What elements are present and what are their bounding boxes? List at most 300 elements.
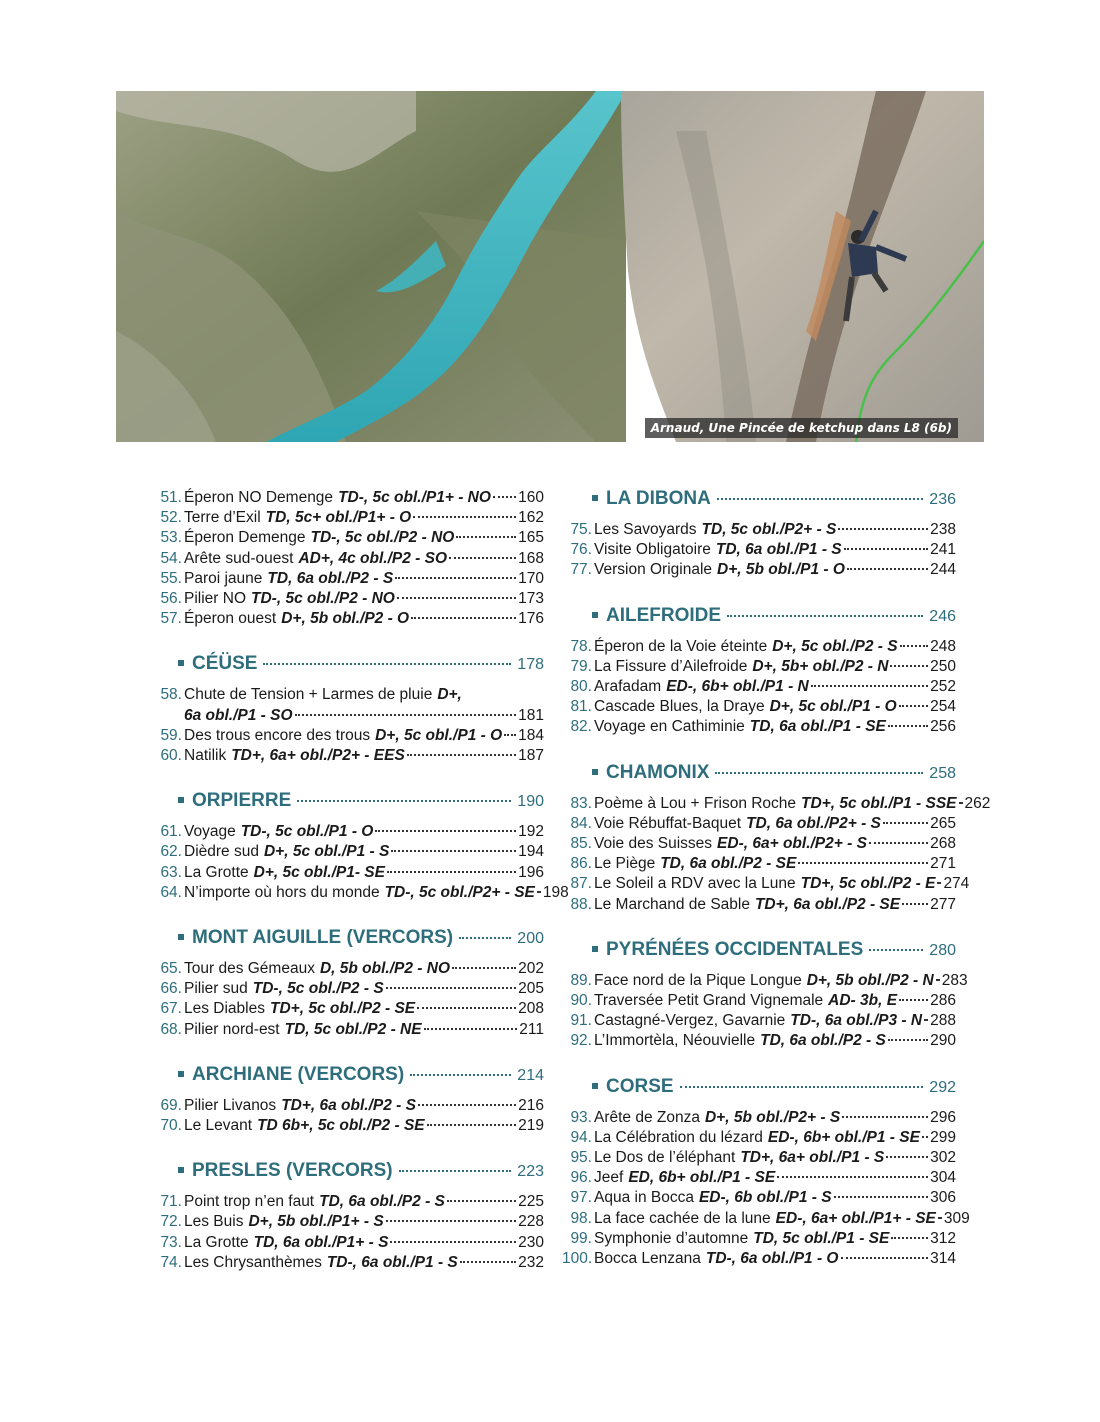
toc-entry[interactable] xyxy=(562,794,991,814)
toc-entry[interactable] xyxy=(562,1148,956,1168)
toc-entry[interactable] xyxy=(150,528,544,548)
square-bullet-icon xyxy=(592,1083,598,1089)
entry-title: Les Savoyards xyxy=(594,521,697,538)
toc-section-la-dibona xyxy=(562,488,956,581)
section-title: ARCHIANE (VERCORS) xyxy=(192,1063,405,1085)
entry-page: 238 xyxy=(930,521,956,538)
entry-number: 92. xyxy=(570,1032,592,1050)
entry-number: 91. xyxy=(570,1012,592,1030)
entry-title: Les Chrysanthèmes xyxy=(184,1253,322,1271)
section-page: 178 xyxy=(517,656,544,674)
toc-section-corse xyxy=(562,1075,970,1270)
section-heading[interactable] xyxy=(178,1064,544,1088)
entry-grade: TD, 5c+ obl./P1+ - O xyxy=(265,509,412,527)
square-bullet-icon xyxy=(592,946,598,952)
entry-number: 84. xyxy=(570,814,592,832)
entry-page: 290 xyxy=(930,1032,956,1050)
entry-grade: ED-, 6b+ obl./P1 - N xyxy=(666,678,809,696)
section-page: 258 xyxy=(929,764,956,782)
entry-grade: TD, 5c obl./P2+ - S xyxy=(701,521,837,538)
entry-page: 181 xyxy=(518,706,544,724)
entry-grade: TD, 6a obl./P2 - S xyxy=(319,1193,445,1211)
toc-entry[interactable] xyxy=(150,1096,544,1116)
toc-entry[interactable] xyxy=(150,959,544,979)
section-title: LA DIBONA xyxy=(606,488,711,509)
dot-leader xyxy=(427,1124,516,1126)
section-heading[interactable] xyxy=(178,653,544,677)
entry-title: Voyage en Cathiminie xyxy=(594,718,745,736)
dot-leader xyxy=(537,891,541,893)
entry-page: 254 xyxy=(930,698,956,716)
toc-entry[interactable] xyxy=(562,854,956,874)
entry-title: Face nord de la Pique Longue xyxy=(594,971,802,989)
entry-page: 225 xyxy=(518,1193,544,1211)
entry-page: 208 xyxy=(518,1000,544,1018)
entry-page: 165 xyxy=(518,529,544,547)
entry-title: La Célébration du lézard xyxy=(594,1128,763,1146)
toc-entry[interactable] xyxy=(562,657,956,677)
entry-grade: TD, 5c obl./P1 - SE xyxy=(753,1229,890,1247)
square-bullet-icon xyxy=(178,797,184,803)
toc-entry[interactable] xyxy=(150,488,544,508)
entry-grade: TD-, 5c obl./P2 - NO xyxy=(310,529,455,547)
entry-number: 69. xyxy=(160,1096,182,1114)
entry-grade: TD+, 5c obl./P2 - SE xyxy=(270,1000,416,1018)
section-heading[interactable] xyxy=(178,1160,544,1184)
toc-entry[interactable] xyxy=(562,1249,956,1269)
toc-entry[interactable] xyxy=(150,863,544,883)
entry-number: 96. xyxy=(570,1169,592,1187)
entry-page: 283 xyxy=(941,971,968,989)
entry-number: 60. xyxy=(160,747,182,765)
dot-leader xyxy=(922,1136,928,1138)
toc-entry[interactable] xyxy=(150,842,544,862)
square-bullet-icon xyxy=(592,769,598,775)
entry-page: 205 xyxy=(518,980,544,998)
toc-entry[interactable] xyxy=(562,520,956,540)
entry-grade: D+, 5b obl./P1 - O xyxy=(717,561,845,579)
entry-page: 168 xyxy=(518,549,544,567)
gorge-climber-illustration xyxy=(116,91,984,442)
entry-grade: TD, 6a obl./P2 - SE xyxy=(660,855,797,873)
toc-section-pyrenees-occidentales xyxy=(562,938,968,1052)
entry-number: 71. xyxy=(160,1193,182,1211)
entry-title: Jeef xyxy=(594,1169,624,1187)
dot-leader xyxy=(886,1156,928,1158)
entry-title: Éperon de la Voie éteinte xyxy=(594,637,768,655)
entry-grade: D+, 5c obl./P1- SE xyxy=(253,863,385,881)
entry-page: 299 xyxy=(930,1128,956,1146)
dot-leader xyxy=(263,663,511,665)
dot-leader xyxy=(452,967,516,969)
entry-page: 268 xyxy=(930,835,956,853)
toc-entry[interactable] xyxy=(562,895,956,915)
entry-number: 66. xyxy=(160,980,182,998)
toc-entry[interactable] xyxy=(150,746,544,766)
entry-grade: TD-, 5c obl./P1+ - NO xyxy=(338,489,491,506)
entry-number: 94. xyxy=(570,1128,592,1146)
entry-title: Voyage xyxy=(184,823,236,841)
entry-title: Éperon Demenge xyxy=(184,529,306,547)
toc-entry[interactable] xyxy=(150,1116,544,1136)
entry-grade: TD-, 6a obl./P3 - N xyxy=(790,1012,923,1030)
entry-page: 230 xyxy=(518,1233,544,1251)
entry-number: 81. xyxy=(570,698,592,716)
entry-title: L’Immortèla, Néouvielle xyxy=(594,1032,756,1050)
dot-leader xyxy=(959,802,963,804)
dot-leader xyxy=(417,1007,516,1009)
section-heading[interactable] xyxy=(592,605,956,629)
entry-title: La Fissure d’Ailefroide xyxy=(594,657,748,675)
entry-number: 76. xyxy=(570,541,592,559)
entry-page: 228 xyxy=(518,1213,544,1231)
entry-title: Arête de Zonza xyxy=(594,1108,700,1126)
toc-entry[interactable] xyxy=(562,834,956,854)
dot-leader xyxy=(386,987,516,989)
entry-grade: ED-, 6a+ obl./P1+ - SE xyxy=(775,1209,936,1227)
toc-entry[interactable] xyxy=(562,1229,956,1249)
dot-leader xyxy=(883,822,928,824)
entry-grade: TD, 6a obl./P1 - SE xyxy=(749,718,886,736)
toc-entry[interactable] xyxy=(562,814,956,834)
toc-entry[interactable] xyxy=(562,1128,956,1148)
section-title: CHAMONIX xyxy=(606,761,710,783)
toc-entry[interactable] xyxy=(150,1212,544,1232)
toc-entry[interactable] xyxy=(150,1192,544,1212)
entry-page: 288 xyxy=(930,1012,956,1030)
entry-title: La Grotte xyxy=(184,863,249,881)
entry-number: 52. xyxy=(160,509,182,527)
section-heading[interactable] xyxy=(592,488,956,512)
entry-grade: TD-, 5c obl./P2 - NO xyxy=(251,590,395,608)
entry-title: Le Levant xyxy=(184,1117,253,1135)
entry-grade: D+, 5b obl./P2+ - S xyxy=(704,1108,841,1126)
toc-entry[interactable] xyxy=(150,822,544,842)
dot-leader xyxy=(777,1176,928,1178)
entry-number: 95. xyxy=(570,1149,592,1167)
toc-section-chamonix xyxy=(562,761,991,915)
entry-number: 79. xyxy=(570,657,592,675)
entry-grade: TD+, 6a+ obl./P1 - S xyxy=(740,1149,885,1167)
entry-page: 216 xyxy=(518,1096,544,1114)
dot-leader xyxy=(386,1220,516,1222)
toc-entry[interactable] xyxy=(562,560,956,580)
entry-title: Des trous encore des trous xyxy=(184,726,371,744)
dot-leader xyxy=(395,577,516,579)
entry-number: 87. xyxy=(570,875,592,893)
entry-page: 184 xyxy=(518,726,544,744)
dot-leader xyxy=(297,800,511,802)
entry-page: 274 xyxy=(943,875,970,893)
toc-entry[interactable] xyxy=(562,697,956,717)
entry-page: 198 xyxy=(542,883,569,901)
entry-number: 80. xyxy=(570,678,592,696)
entry-grade: AD+, 4c obl./P2 - SO xyxy=(298,549,448,567)
toc-entry[interactable] xyxy=(150,726,544,746)
dot-leader xyxy=(869,949,923,951)
toc-entry[interactable] xyxy=(562,637,956,657)
entry-page: 248 xyxy=(930,637,956,655)
entry-grade: D+, xyxy=(437,686,462,704)
toc-section-orpierre xyxy=(150,790,569,903)
entry-grade: D+, 5b obl./P1+ - S xyxy=(248,1213,384,1231)
entry-number: 93. xyxy=(570,1108,592,1126)
entry-number: 99. xyxy=(570,1229,592,1247)
toc-entry[interactable] xyxy=(562,874,970,894)
dot-leader xyxy=(890,665,928,667)
entry-page: 302 xyxy=(930,1149,956,1167)
entry-grade: D+, 5c obl./P1 - O xyxy=(769,698,897,716)
entry-grade: TD-, 6a obl./P1 - S xyxy=(326,1253,458,1271)
toc-entry[interactable] xyxy=(562,540,956,560)
entry-grade: TD-, 5c obl./P1 - O xyxy=(240,823,374,841)
square-bullet-icon xyxy=(178,1071,184,1077)
entry-page: 192 xyxy=(518,823,544,841)
entry-title: Bocca Lenzana xyxy=(594,1250,701,1268)
toc-entry[interactable] xyxy=(150,589,544,609)
dot-leader xyxy=(447,1200,516,1202)
entry-title: Arafadam xyxy=(594,678,662,696)
entry-grade: TD, 6a obl./P2+ - S xyxy=(746,814,881,832)
entry-title: Les Diables xyxy=(184,1000,265,1018)
entry-number: 88. xyxy=(570,895,592,913)
entry-grade: D+, 5b obl./P2 - N xyxy=(806,971,934,989)
section-title: CÉÜSE xyxy=(192,653,258,675)
entry-page: 306 xyxy=(930,1189,956,1207)
toc-entry[interactable] xyxy=(562,717,956,737)
toc-entry[interactable] xyxy=(150,609,544,629)
entry-page: 286 xyxy=(930,992,956,1010)
entry-number: 74. xyxy=(160,1253,182,1271)
entry-page: 262 xyxy=(964,794,991,812)
entry-grade: ED, 6b+ obl./P1 - SE xyxy=(628,1169,776,1187)
entry-page: 244 xyxy=(930,561,956,579)
dot-leader xyxy=(936,979,940,981)
entry-page: 170 xyxy=(518,569,544,587)
section-title: AILEFROIDE xyxy=(606,604,722,626)
dot-leader xyxy=(717,498,923,500)
square-bullet-icon xyxy=(178,1167,184,1173)
entry-grade: ED-, 6a+ obl./P2+ - S xyxy=(717,835,867,853)
toc-entry[interactable] xyxy=(562,971,968,991)
dot-leader xyxy=(424,1028,518,1030)
section-heading[interactable] xyxy=(178,790,544,814)
toc-entry[interactable] xyxy=(150,883,569,903)
entry-grade: AD- 3b, E xyxy=(828,992,898,1010)
entry-grade: TD+, 5c obl./P1 - SSE xyxy=(801,794,957,812)
entry-title: Dièdre sud xyxy=(184,843,259,861)
entry-number: 56. xyxy=(160,590,182,608)
section-page: 246 xyxy=(929,607,956,625)
dot-leader xyxy=(798,862,928,864)
entry-title: Pilier sud xyxy=(184,980,248,998)
toc-entry[interactable] xyxy=(150,569,544,589)
entry-page: 314 xyxy=(930,1250,956,1268)
entry-title: Le Dos de l’éléphant xyxy=(594,1149,736,1167)
entry-grade: TD 6b+, 5c obl./P2 - SE xyxy=(257,1117,425,1135)
toc-entry[interactable] xyxy=(562,1188,956,1208)
dot-leader xyxy=(888,725,928,727)
entry-page: 194 xyxy=(518,843,544,861)
entry-title: Aqua in Bocca xyxy=(594,1189,694,1207)
toc-section-ceuse xyxy=(150,653,544,766)
entry-number: 78. xyxy=(570,637,592,655)
section-title: CORSE xyxy=(606,1075,674,1097)
toc-entry[interactable] xyxy=(150,979,544,999)
entry-grade: TD, 6a obl./P1+ - S xyxy=(253,1233,389,1251)
entry-title: Le Marchand de Sable xyxy=(594,895,750,913)
entry-grade: D+, 5c obl./P1 - S xyxy=(263,843,390,861)
dot-leader xyxy=(418,1104,516,1106)
entry-page: 176 xyxy=(518,610,544,628)
toc-entry[interactable] xyxy=(150,549,544,569)
dot-leader xyxy=(841,1257,929,1259)
toc-entry[interactable] xyxy=(562,1108,956,1128)
entry-grade: TD+, 5c obl./P2 - E xyxy=(800,875,936,893)
dot-leader xyxy=(834,1196,929,1198)
toc-section-untitled xyxy=(150,488,544,629)
toc-section-ailefroide xyxy=(562,605,956,738)
section-title: ORPIERRE xyxy=(192,790,292,812)
dot-leader xyxy=(847,568,928,570)
dot-leader xyxy=(411,617,516,619)
entry-title: Natilik xyxy=(184,747,227,765)
entry-page: 232 xyxy=(518,1253,544,1271)
entry-number: 65. xyxy=(160,960,182,978)
entry-number: 67. xyxy=(160,1000,182,1018)
entry-grade: TD+, 6a obl./P2 - SE xyxy=(754,895,901,913)
entry-number: 63. xyxy=(160,863,182,881)
toc-entry[interactable] xyxy=(150,1020,544,1040)
entry-number: 89. xyxy=(570,971,592,989)
section-heading[interactable] xyxy=(592,1076,956,1100)
dot-leader xyxy=(899,705,928,707)
entry-grade: D+, 5b+ obl./P2 - N xyxy=(752,657,889,675)
dot-leader xyxy=(900,645,929,647)
entry-number: 58. xyxy=(160,686,182,704)
entry-number: 75. xyxy=(570,521,592,538)
toc-entry[interactable] xyxy=(150,685,544,705)
dot-leader xyxy=(504,734,516,736)
entry-title: Terre d’Exil xyxy=(184,509,261,527)
section-page: 200 xyxy=(517,930,544,948)
entry-page: 265 xyxy=(930,814,956,832)
toc-section-mont-aiguille xyxy=(150,927,544,1040)
toc-entry[interactable] xyxy=(150,1233,544,1253)
entry-grade: ED-, 6b obl./P1 - S xyxy=(698,1189,832,1207)
dot-leader xyxy=(387,871,516,873)
entry-page: 196 xyxy=(518,863,544,881)
toc-entry[interactable] xyxy=(150,508,544,528)
toc-entry[interactable] xyxy=(562,1209,970,1229)
entry-page: 202 xyxy=(518,960,544,978)
entry-title: Tour des Gémeaux xyxy=(184,960,315,978)
section-page: 292 xyxy=(929,1078,956,1096)
section-page: 280 xyxy=(929,941,956,959)
dot-leader xyxy=(399,1170,512,1172)
dot-leader xyxy=(410,1074,511,1076)
entry-grade: D, 5b obl./P2 - NO xyxy=(319,960,451,978)
dot-leader xyxy=(397,597,516,599)
entry-number: 98. xyxy=(570,1209,592,1227)
toc-left-column xyxy=(150,488,569,1297)
dot-leader xyxy=(899,999,928,1001)
entry-number: 72. xyxy=(160,1213,182,1231)
entry-number: 51. xyxy=(160,489,182,506)
entry-title: Symphonie d’automne xyxy=(594,1229,749,1247)
dot-leader xyxy=(869,842,928,844)
entry-grade: TD, 6a obl./P1 - S xyxy=(715,541,842,559)
toc-section-archiane xyxy=(150,1064,544,1136)
entry-grade: TD-, 5c obl./P2+ - SE xyxy=(384,883,535,901)
entry-grade: D+, 5c obl./P2 - S xyxy=(772,637,898,655)
entry-number: 86. xyxy=(570,855,592,873)
entry-grade: TD, 5c obl./P2 - NE xyxy=(284,1020,422,1038)
entry-page: 271 xyxy=(930,855,956,873)
dot-leader xyxy=(456,536,516,538)
entry-grade: TD, 6a obl./P2 - S xyxy=(760,1032,886,1050)
entry-page: 252 xyxy=(930,678,956,696)
entry-title: Arête sud-ouest xyxy=(184,549,294,567)
dot-leader xyxy=(844,548,928,550)
entry-grade: TD-, 5c obl./P2 - S xyxy=(252,980,384,998)
section-heading[interactable] xyxy=(592,762,956,786)
entry-number: 54. xyxy=(160,549,182,567)
dot-leader xyxy=(938,1217,942,1219)
dot-leader xyxy=(680,1086,924,1088)
entry-number: 82. xyxy=(570,718,592,736)
toc-entry[interactable] xyxy=(562,677,956,697)
toc-entry-continuation[interactable] xyxy=(150,706,544,726)
entry-grade: D+, 5c obl./P1 - O xyxy=(375,726,503,744)
entry-title: Version Originale xyxy=(594,561,713,579)
entry-title: Castagné-Vergez, Gavarnie xyxy=(594,1012,786,1030)
dot-leader xyxy=(924,1019,928,1021)
section-title: PRESLES (VERCORS) xyxy=(192,1160,393,1182)
toc-section-presles xyxy=(150,1160,544,1273)
entry-page: 277 xyxy=(930,895,956,913)
toc-entry[interactable] xyxy=(150,1253,544,1273)
toc-entry[interactable] xyxy=(562,1168,956,1188)
toc-entry[interactable] xyxy=(562,1011,956,1031)
entry-page: 211 xyxy=(519,1020,544,1038)
dot-leader xyxy=(891,1237,928,1239)
entry-number: 83. xyxy=(570,794,592,812)
entry-page: 256 xyxy=(930,718,956,736)
entry-title: Le Soleil a RDV avec la Lune xyxy=(594,875,796,893)
photo-caption: Arnaud, Une Pincée de ketchup dans L8 (6b) xyxy=(645,418,958,438)
entry-title: La Grotte xyxy=(184,1233,249,1251)
entry-grade: TD-, 6a obl./P1 - O xyxy=(705,1250,839,1268)
dot-leader xyxy=(715,772,923,774)
section-page: 214 xyxy=(517,1066,544,1084)
entry-page: 312 xyxy=(930,1229,956,1247)
entry-page: 241 xyxy=(930,541,956,559)
toc-entry[interactable] xyxy=(562,991,956,1011)
toc-entry[interactable] xyxy=(562,1031,956,1051)
toc-entry[interactable] xyxy=(150,999,544,1019)
entry-number: 97. xyxy=(570,1189,592,1207)
dot-leader xyxy=(937,882,941,884)
section-heading[interactable] xyxy=(592,939,956,963)
entry-number: 57. xyxy=(160,610,182,628)
dot-leader xyxy=(902,903,928,905)
section-heading[interactable] xyxy=(178,927,544,951)
entry-title: Pilier NO xyxy=(184,590,247,608)
entry-page: 160 xyxy=(518,489,544,506)
entry-page: 187 xyxy=(518,747,544,765)
entry-title: Paroi jaune xyxy=(184,569,263,587)
